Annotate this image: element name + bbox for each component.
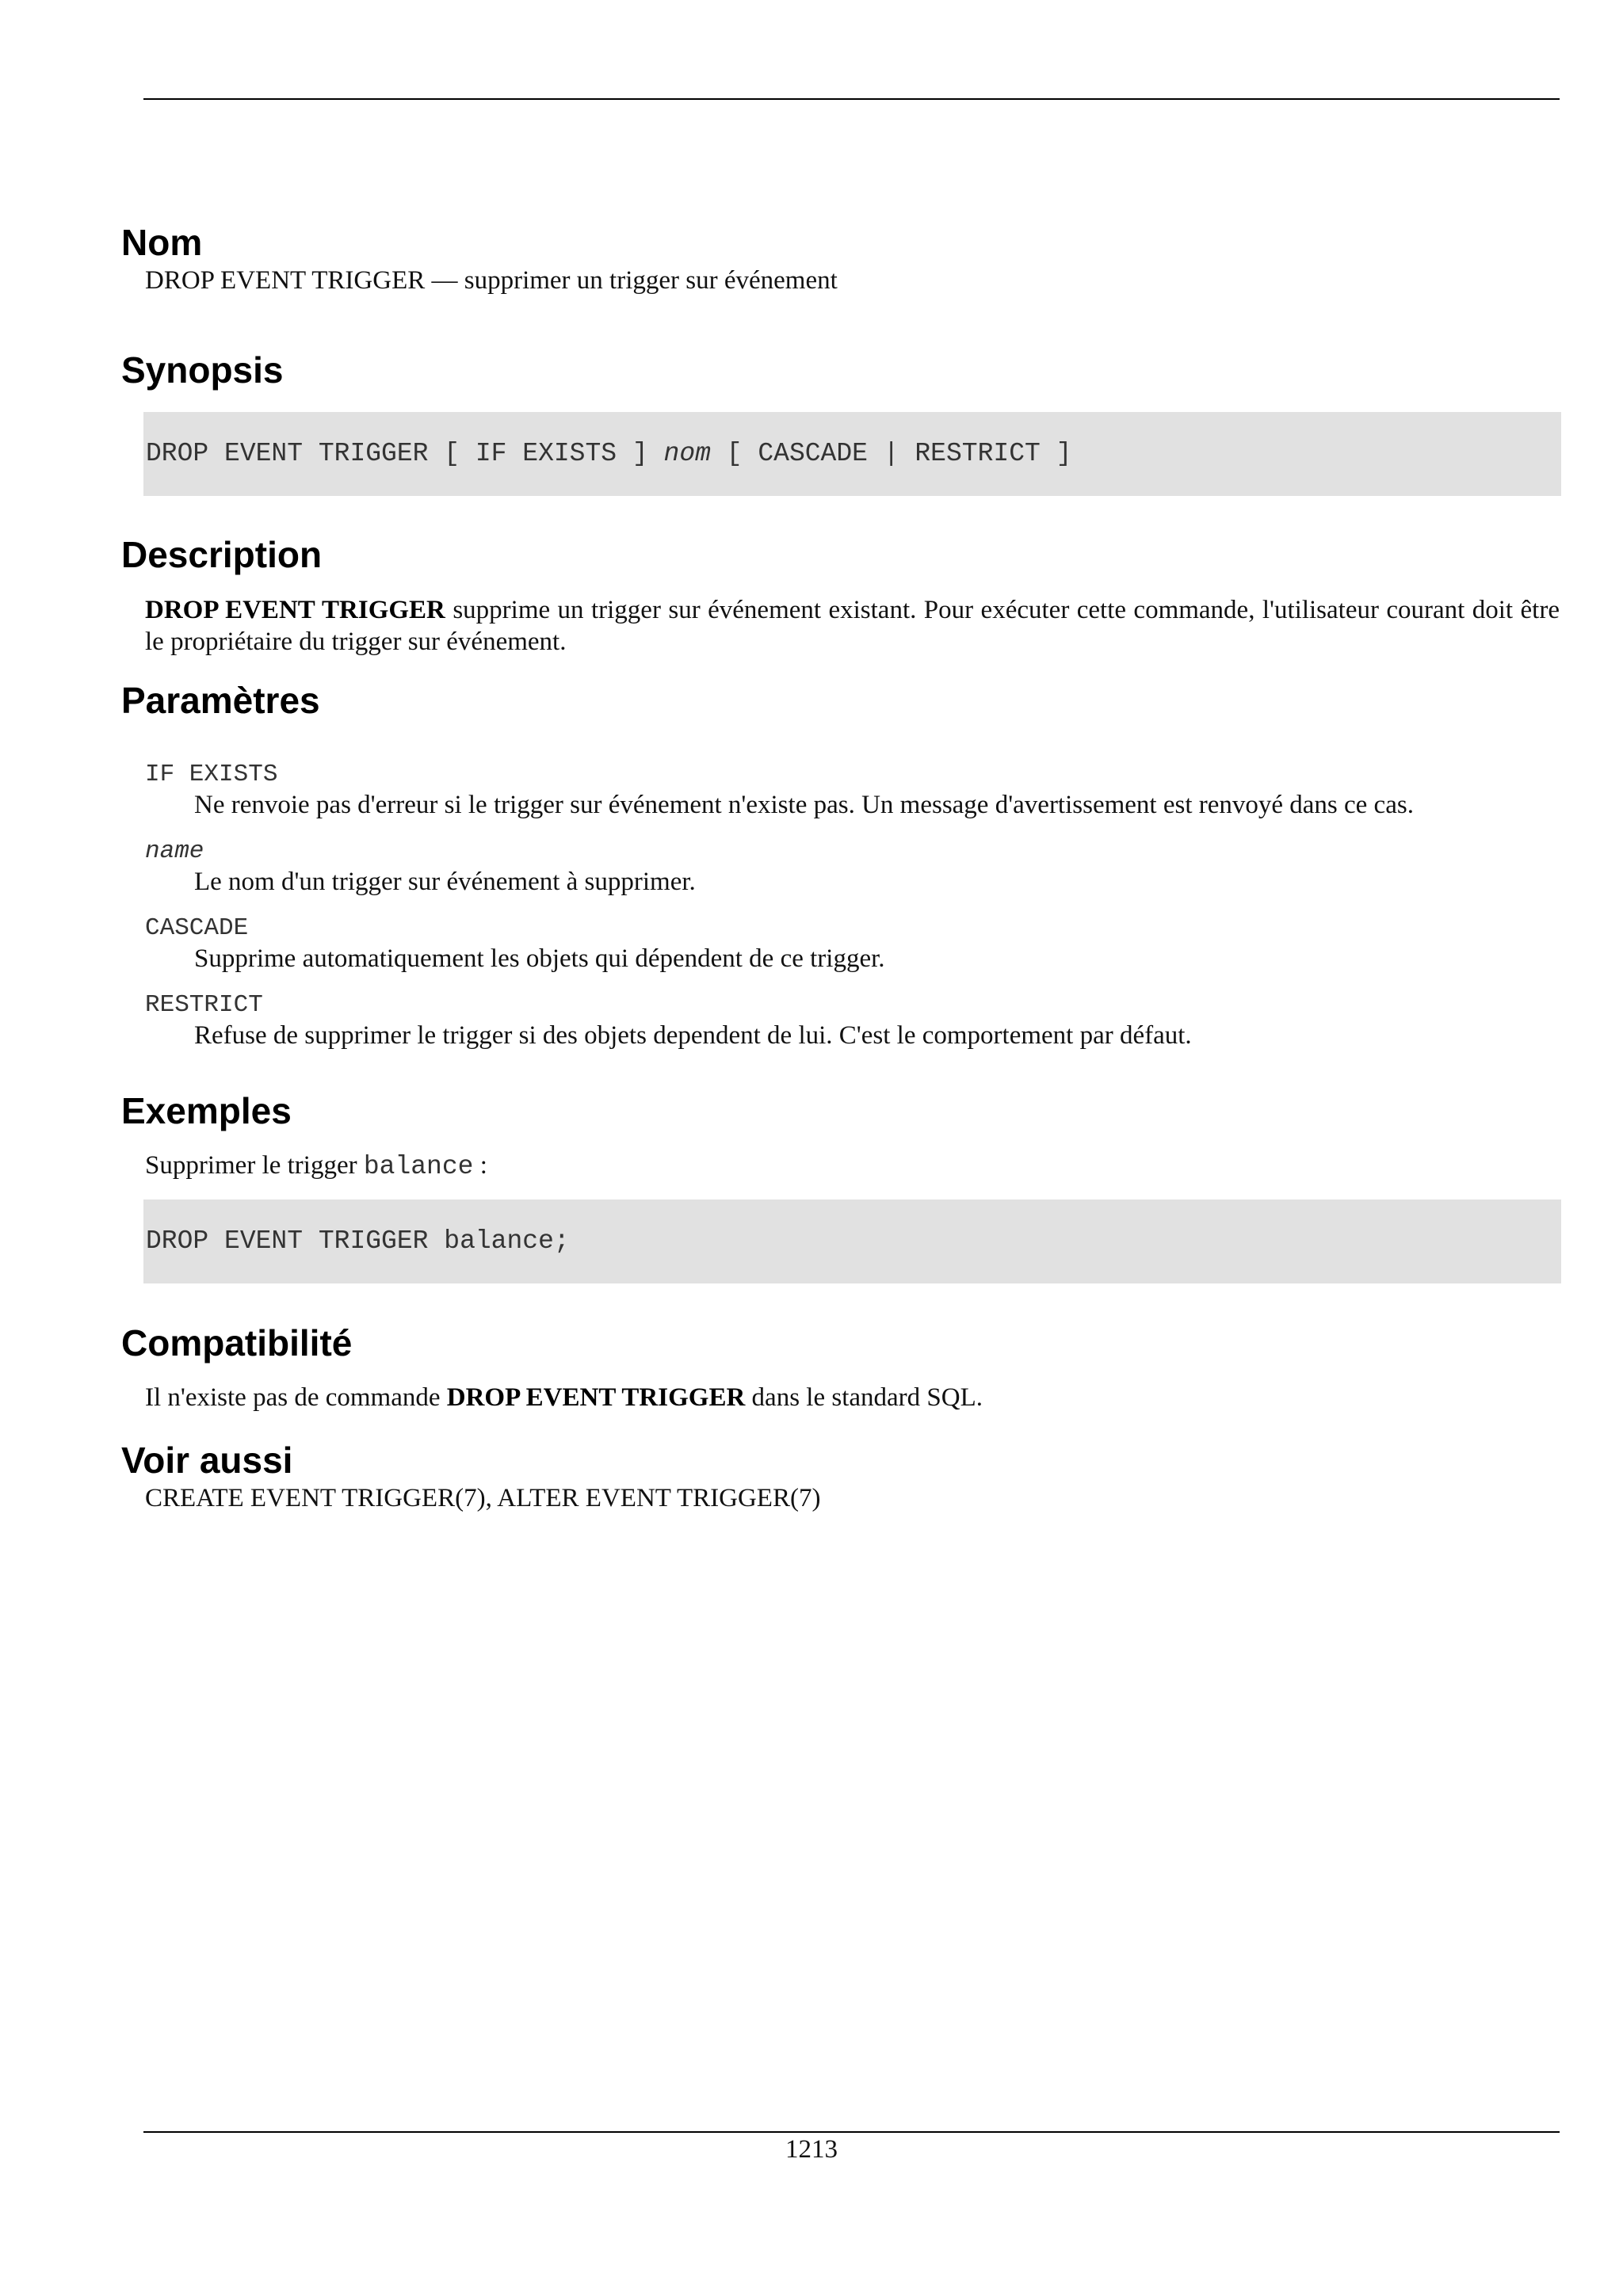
page-number: 1213 [785, 2135, 838, 2164]
description-command: DROP EVENT TRIGGER [145, 596, 445, 624]
description-paragraph [145, 594, 1560, 658]
param-definition: Ne renvoie pas d'erreur si le trigger sur événement n'existe pas. Un message d'avertissement est renvoyé dans ce cas. [194, 791, 1414, 819]
heading-nom: Nom [121, 222, 203, 263]
footer-rule [143, 2131, 1560, 2133]
nom-text: DROP EVENT TRIGGER — supprimer un trigger sur événement [145, 266, 838, 295]
exemples-code-block: DROP EVENT TRIGGER balance; [143, 1199, 1561, 1283]
header-rule [143, 98, 1560, 100]
param-term: CASCADE [145, 914, 249, 942]
param-term: RESTRICT [145, 991, 263, 1019]
compatibilite-paragraph [145, 1382, 983, 1413]
voir-aussi-text: CREATE EVENT TRIGGER(7), ALTER EVENT TRIGGER(7) [145, 1484, 821, 1512]
synopsis-code-part: DROP EVENT TRIGGER [ IF EXISTS ] [146, 439, 664, 468]
heading-parametres: Paramètres [121, 680, 320, 721]
heading-description: Description [121, 534, 323, 575]
description-text: supprime un trigger sur événement existant. Pour exécuter cette commande, l'utilisateur courant doit être le propriétaire du trigger sur événement. [145, 596, 1560, 656]
exemples-intro-code: balance [363, 1152, 474, 1181]
param-definition: Refuse de supprimer le trigger si des objets dependent de lui. C'est le comportement par défaut. [194, 1021, 1192, 1050]
heading-exemples: Exemples [121, 1090, 292, 1131]
synopsis-code-part: [ CASCADE | RESTRICT ] [710, 439, 1072, 468]
exemples-intro-text: : [473, 1151, 487, 1180]
compatibilite-text: dans le standard SQL. [745, 1383, 983, 1412]
param-term: name [145, 837, 204, 865]
synopsis-code-variable: nom [663, 439, 711, 468]
synopsis-code-block [143, 412, 1561, 496]
heading-compatibilite: Compatibilité [121, 1322, 353, 1363]
param-definition: Supprime automatiquement les objets qui dépendent de ce trigger. [194, 944, 885, 973]
heading-voir-aussi: Voir aussi [121, 1440, 293, 1481]
heading-synopsis: Synopsis [121, 349, 284, 391]
compatibilite-command: DROP EVENT TRIGGER [446, 1383, 746, 1412]
param-term: IF EXISTS [145, 761, 278, 788]
exemples-intro [145, 1150, 487, 1183]
exemples-intro-text: Supprimer le trigger [145, 1151, 364, 1180]
param-definition: Le nom d'un trigger sur événement à supprimer. [194, 868, 696, 896]
compatibilite-text: Il n'existe pas de commande [145, 1383, 447, 1412]
